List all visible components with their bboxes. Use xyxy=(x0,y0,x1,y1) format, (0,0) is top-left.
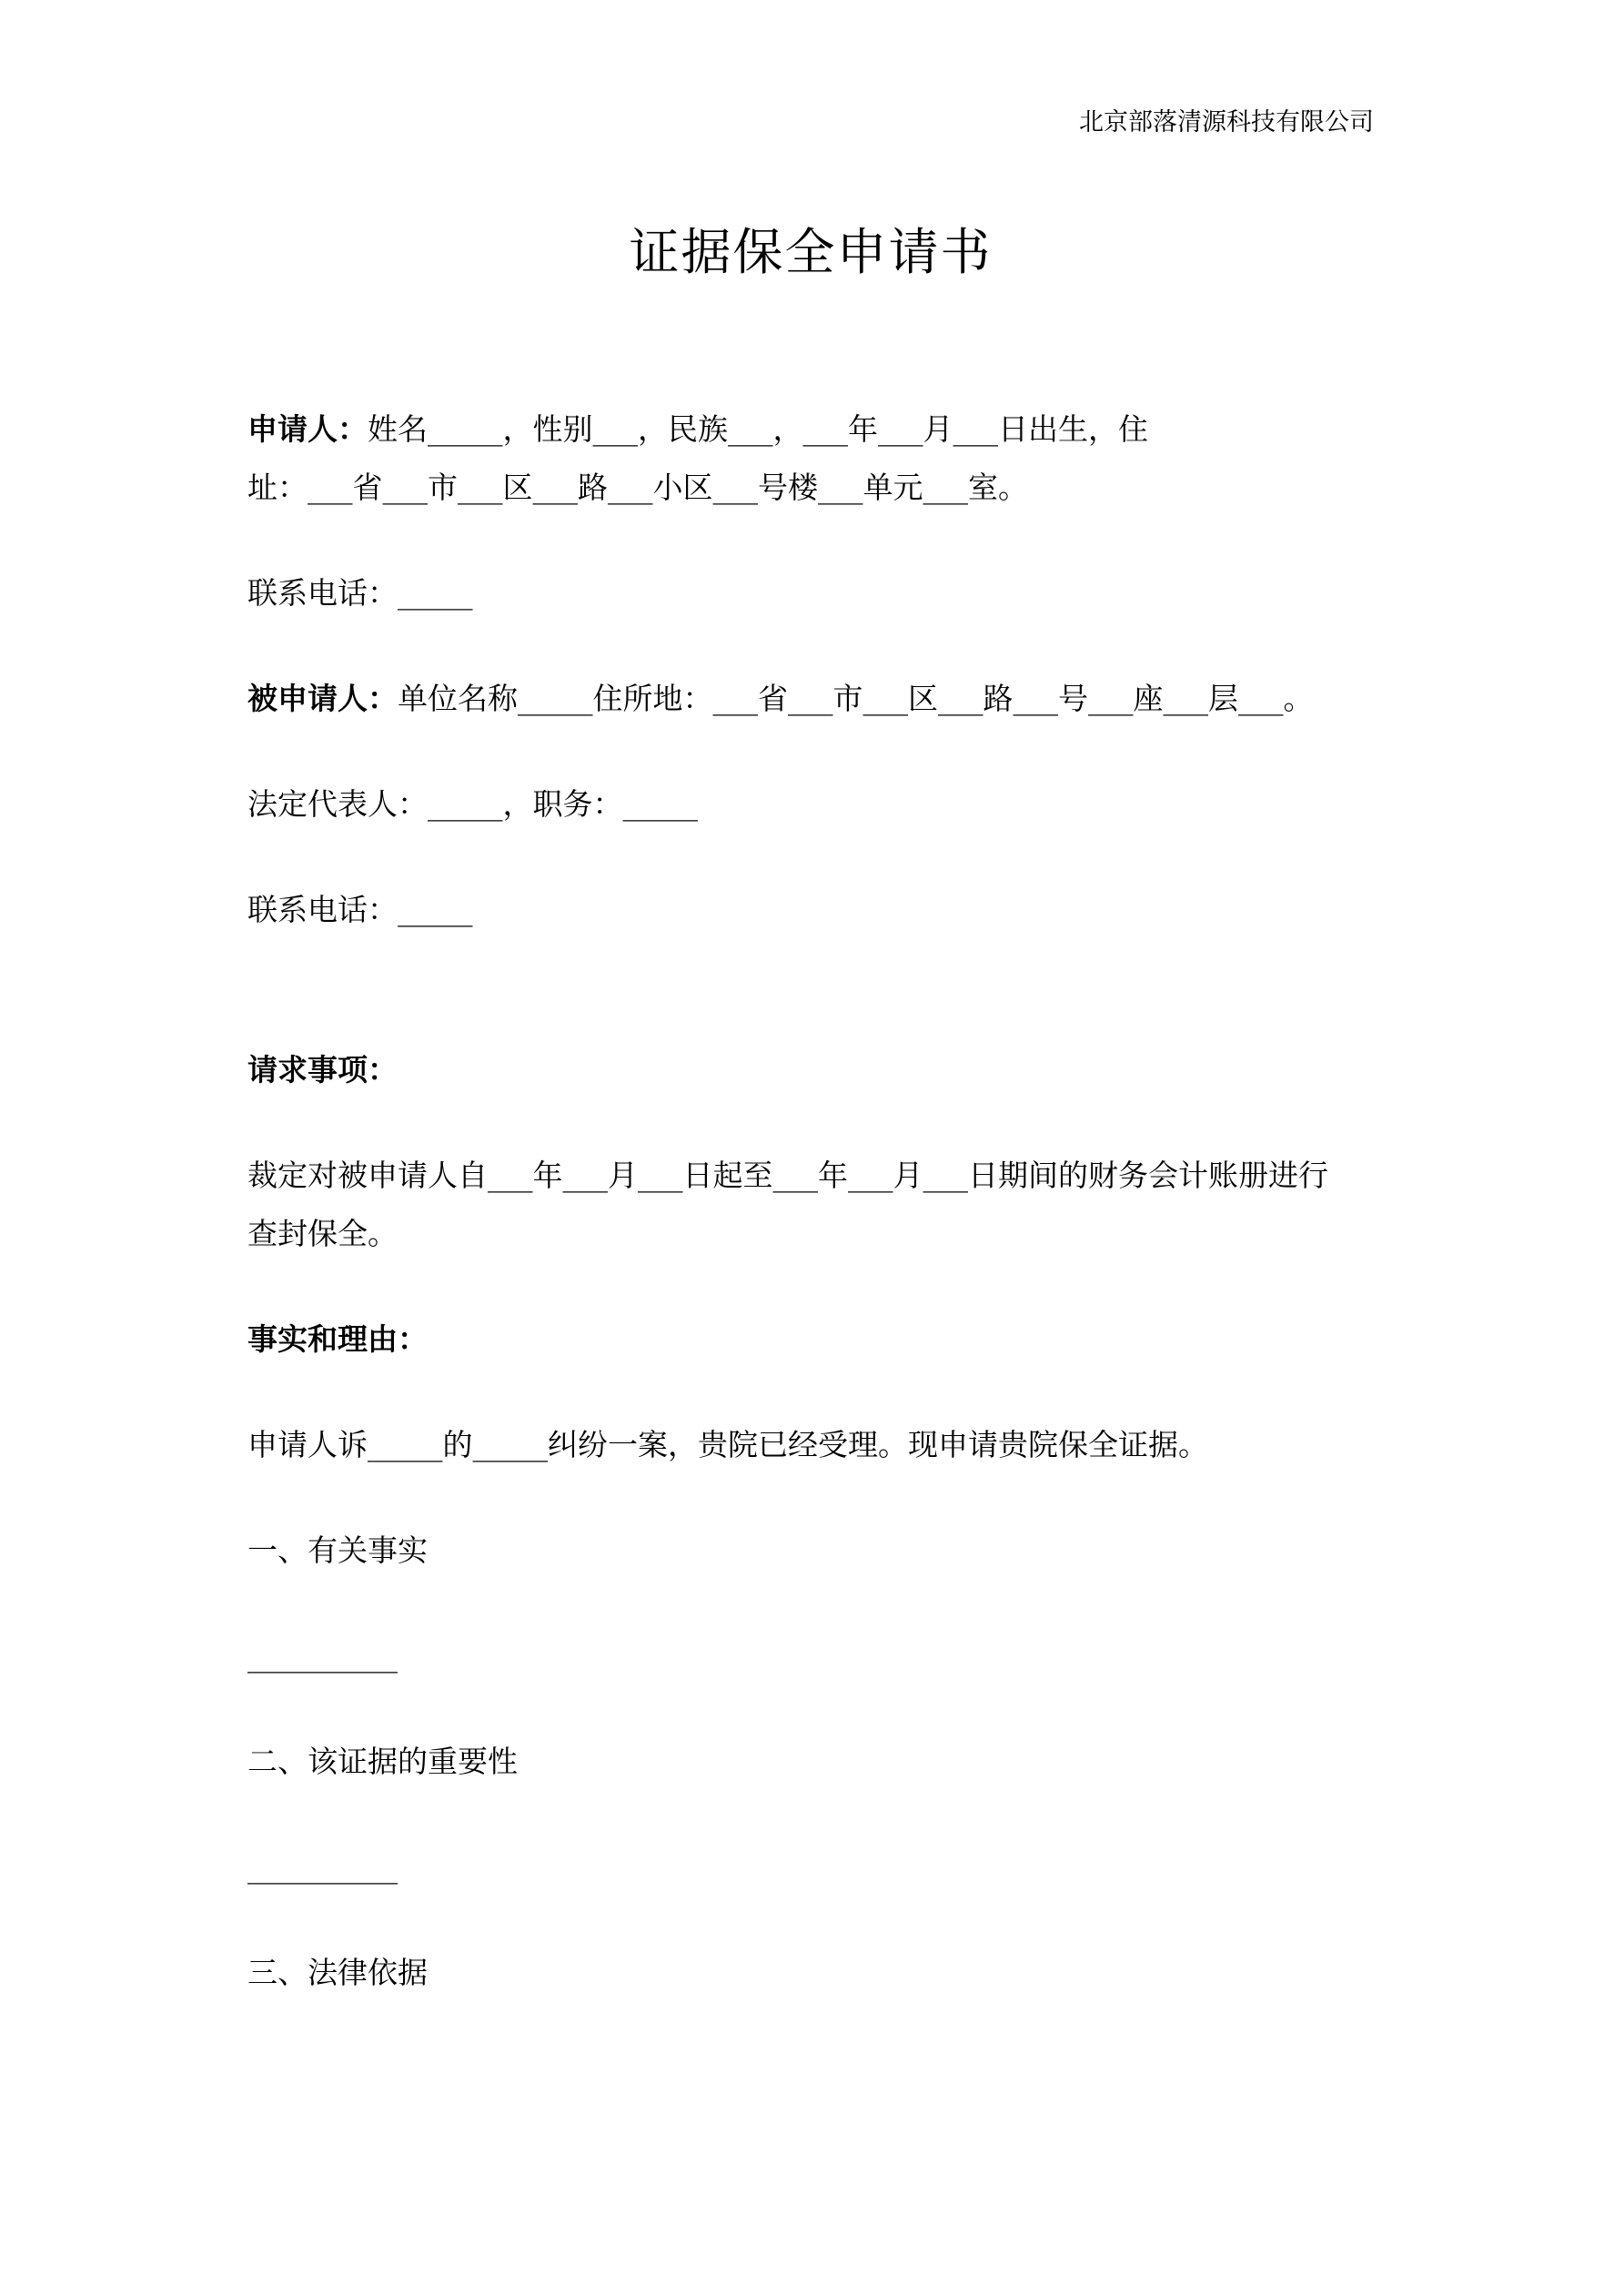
respondent-label: 被申请人： xyxy=(247,681,398,716)
facts-heading: 事实和理由： xyxy=(247,1321,428,1357)
blank-line-2: __________ xyxy=(247,1849,398,1885)
legal-representative-line: 法定代表人：_____，职务：_____ xyxy=(247,786,698,822)
applicant-line2: 址：___省___市___区___路___小区___号楼___单元___室。 xyxy=(247,470,1028,505)
request-line2: 查封保全。 xyxy=(247,1216,398,1251)
facts-item-3: 三、法律依据 xyxy=(247,1955,428,1990)
document-title: 证据保全申请书 xyxy=(629,223,993,281)
request-paragraph xyxy=(247,1147,1374,1263)
blank-line-1: __________ xyxy=(247,1638,398,1674)
respondent-phone-line: 联系电话：_____ xyxy=(247,892,473,927)
applicant-paragraph xyxy=(247,400,1374,517)
request-heading: 请求事项： xyxy=(247,1052,398,1087)
case-intro-paragraph: 申请人诉_____的_____纠纷一案，贵院已经受理。现申请贵院保全证据。 xyxy=(247,1427,1208,1462)
applicant-phone-line: 联系电话：_____ xyxy=(247,575,473,611)
facts-item-2: 二、该证据的重要性 xyxy=(247,1744,518,1779)
request-line1: 裁定对被申请人自___年___月___日起至___年___月___日期间的财务会计账册进行 xyxy=(247,1158,1328,1193)
facts-item-1: 一、有关事实 xyxy=(247,1532,428,1568)
respondent-paragraph xyxy=(247,670,1374,728)
respondent-text: 单位名称_____住所地：___省___市___区___路___号___座___层___。 xyxy=(398,681,1314,716)
company-header: 北京部落清源科技有限公司 xyxy=(1079,108,1374,137)
applicant-label: 申请人： xyxy=(247,411,368,447)
applicant-line1: 姓名_____，性别___，民族___，___年___月___日出生，住 xyxy=(368,411,1148,447)
